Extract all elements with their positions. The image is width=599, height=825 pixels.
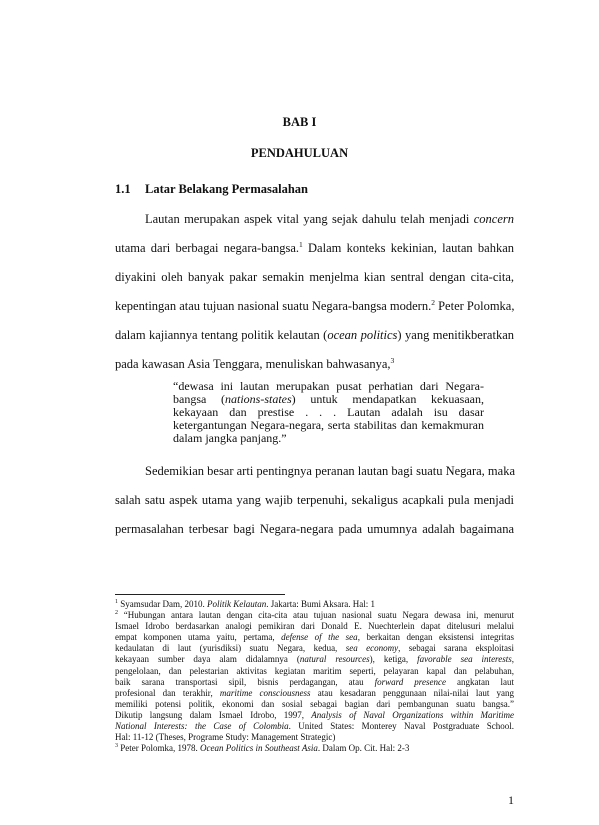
paragraph-1-line: dalam kajiannya tentang politik kelautan (ocean politics) yang menitikberatkan [115,328,514,342]
footnote-3: $^3$ Peter Polomka, 1978. Ocean Politics in Southeast Asia. Dalam Op. Cit. Hal: 2-3 [115,743,410,754]
footnote-ref: 3 [390,356,395,365]
footnote-ref: 1 [299,240,303,249]
footnote-1: $^1$ Syamsudar Dam, 2010. Politik Kelautan. Jakarta: Bumi Aksara. Hal: 1 [115,599,375,609]
paragraph-1-line: Lautan merupakan aspek vital yang sejak dahulu telah menjadi concern [145,212,514,226]
paragraph-1-line: kepentingan atau tujuan nasional suatu Negara-bangsa modern.$^2$ Peter Polomka, [115,298,515,313]
footnotes: $^1$ Syamsudar Dam, 2010. Politik Kelautan. Jakarta: Bumi Aksara. Hal: 1 $^2$ “Hubungan antara lautan dengan cita-cita atau tujuan nasional suatu Negara dewasa ini, menurut Ismael Idrobo berdasarkan analogi pemikiran dari Donald E. Nuechterlein dapat ditelusuri melalui empat komponen utama yaitu, pertama, defense of the sea, berkaitan dengan eksistensi integritas kedaulatan di laut (yurisdiksi) suatu Negara, kedua, sea economy, sebagai sarana eksploitasi kekayaan sumber daya alam didalamnya (natural resources), ketiga, favorable sea interests, pengelolaan, dan pelestarian aktivitas kegiatan maritim seperti, pelayaran kapal dan pelabuhan, baik sarana transportasi sipil, bisnis perdagangan, atau forward presence angkatan laut profesional dan terakhir, maritime consciousness atau kesadaran penggunaan nilai-nilai laut yang memiliki potensi politik, ekonomi dan sosial sebagai bagian dari pembangunan suatu bangsa.” Dikutip langsung dalam Ismael Idrobo, 1997, Analysis of Naval Organizations within Maritime National Interests: the Case of Colombia. United States: Monterey Naval Postgraduate School. Hal: 11-12 (Theses, Programe Study: Management Strategic) $^3$ Peter Polomka, 1978. Ocean Politics in Southeast Asia. Dalam Op. Cit. Hal: 2-3 [115,599,515,754]
paragraph-2-line: permasalahan terbesar bagi Negara-negara pada umumnya adalah bagaimana [115,522,514,536]
paragraph-2-line: salah satu aspek utama yang wajib terpenuhi, sekaligus acapkali pula menjadi [115,493,514,507]
section-heading [115,182,308,197]
paragraph-1-line: pada kawasan Asia Tenggara, menuliskan bahwasanya,$^3$ [115,356,395,371]
footnote-ref: 2 [431,298,435,307]
chapter-label: BAB I [282,115,317,129]
page-number: 1 [508,793,514,807]
paragraph-1-line: diyakini oleh banyak pakar semakin menjelma kian sentral dengan cita-cita, [115,270,514,284]
section-title: Latar Belakang Permasalahan [145,182,308,196]
section-number: 1.1 [115,182,131,196]
paragraph-2-line: Sedemikian besar arti pentingnya peranan lautan bagi suatu Negara, maka [145,464,515,478]
footnote-2: $^2$ “Hubungan antara lautan dengan cita-cita atau tujuan nasional suatu Negara dewasa ini, menurut [115,610,514,621]
block-quote: “dewasa ini lautan merupakan pusat perhatian dari Negara- bangsa (nations-states) untuk mendapatkan kekuasaan, kekayaan dan prestise . . . Lautan adalah isu dasar ketergantungan Negara-negara, serta stabilitas dan kemakmuran dalam jangka panjang.” [173,379,484,445]
footnote-separator [115,594,285,595]
chapter-title: PENDAHULUAN [250,146,349,160]
paragraph-1-line: utama dari berbagai negara-bangsa.$^1$ Dalam konteks kekinian, lautan bahkan [115,240,514,255]
